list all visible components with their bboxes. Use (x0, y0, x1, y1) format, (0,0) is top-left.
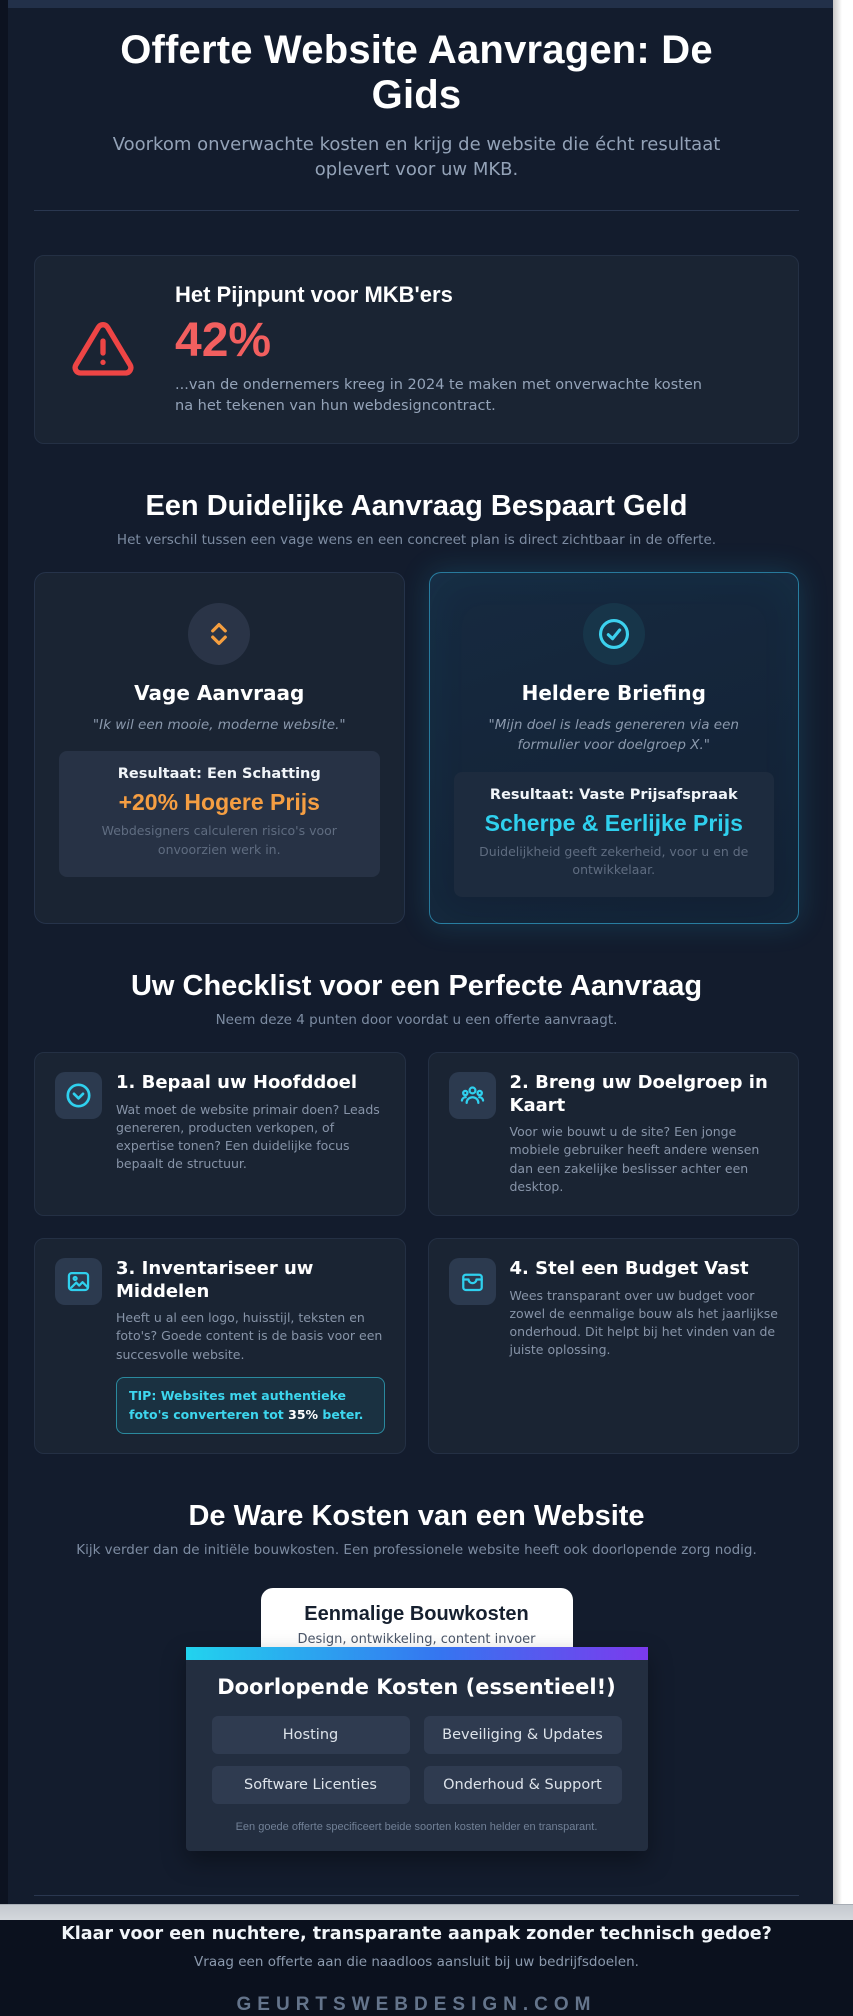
pain-point-card (34, 255, 799, 444)
cost-pill-licenties: Software Licenties (212, 1766, 410, 1804)
checklist-item-body: Heeft u al een logo, huisstijl, teksten en foto's? Goede content is de basis voor een succesvolle website. (116, 1310, 383, 1362)
warning-triangle-icon (69, 317, 137, 381)
cost-pill-grid (212, 1716, 622, 1804)
clear-result-value: Scherpe & Eerlijke Prijs (484, 809, 743, 836)
checklist-card-middelen (34, 1238, 406, 1454)
page-edge-bottom (0, 1904, 853, 1920)
clear-result-note: Duidelijkheid geeft zekerheid, voor u en de ontwikkelaar. (479, 843, 749, 878)
clear-briefing-card (429, 572, 800, 924)
footer-heading: Klaar voor een nuchtere, transparante aanpak zonder technisch gedoe? (61, 1924, 772, 1945)
tip-text-suffix: beter. (318, 1406, 364, 1422)
unfold-chevrons-icon (204, 619, 234, 649)
hero-divider (34, 210, 799, 211)
checklist-card-content (116, 1072, 385, 1174)
checklist-card-hoofddoel (34, 1052, 406, 1216)
image-icon (65, 1268, 92, 1295)
tip-box (116, 1377, 385, 1435)
clear-result-box (454, 772, 775, 898)
site-domain-link[interactable]: GEURTSWEBDESIGN.COM (236, 1994, 597, 2016)
cost-pill-beveiliging: Beveiliging & Updates (424, 1716, 622, 1754)
checklist-card-content (510, 1072, 779, 1196)
window-edge-top (0, 0, 833, 8)
vague-icon-circle (188, 603, 250, 665)
checklist-grid (34, 1052, 799, 1454)
vague-result-box (59, 751, 380, 877)
users-icon (459, 1082, 486, 1109)
gradient-accent-bar (186, 1647, 648, 1660)
footer-subtitle: Vraag een offerte aan die naadloos aansluit bij uw bedrijfsdoelen. (194, 1954, 639, 1971)
checklist-card-doelgroep (428, 1052, 800, 1216)
recurring-cost-content (186, 1660, 648, 1851)
target-circle-icon (65, 1082, 92, 1109)
checklist-item-title: 2. Breng uw Doelgroep in Kaart (509, 1072, 768, 1116)
clear-quote: "Mijn doel is leads genereren via een formulier voor doelgroep X." (488, 717, 739, 754)
icon-tile (55, 1258, 102, 1305)
pain-point-content (175, 282, 720, 417)
icon-tile (449, 1258, 496, 1305)
pain-heading: Het Pijnpunt voor MKB'ers (175, 281, 453, 307)
checklist-section-title: Uw Checklist voor een Perfecte Aanvraag (130, 970, 703, 1002)
checklist-item-body: Wees transparant over uw budget voor zowel de eenmalige bouw als het jaarlijkse onderhoud. Dit helpt bij het vinden van de juiste oplossing. (509, 1287, 778, 1358)
checklist-card-content (116, 1258, 385, 1434)
checklist-item-body: Wat moet de website primair doen? Leads genereren, producten verkopen, of expertise tonen? Een duidelijke focus bepaalt de structuur. (116, 1101, 380, 1172)
pain-description: ...van de ondernemers kreeg in 2024 te maken met onverwachte kosten na het tekenen van hun webdesigncontract. (175, 376, 702, 414)
vague-result-value: +20% Hogere Prijs (118, 789, 320, 816)
comparison-row (34, 572, 799, 924)
comparison-section-title: Een Duidelijke Aanvraag Bespaart Geld (145, 490, 688, 522)
pain-stat: 42% (175, 313, 272, 367)
recurring-cost-title: Doorlopende Kosten (essentieel!) (217, 1675, 616, 1700)
tip-stat: 35% (288, 1406, 319, 1422)
cost-pill-hosting: Hosting (212, 1716, 410, 1754)
window-edge-left (0, 0, 8, 1904)
clear-result-label: Resultaat: Vaste Prijsafspraak (489, 786, 738, 803)
icon-tile (55, 1072, 102, 1119)
comparison-section-subtitle: Het verschil tussen een vage wens en een concreet plan is direct zichtbaar in de offerte. (116, 532, 717, 548)
clear-title: Heldere Briefing (521, 681, 706, 705)
checklist-item-title: 1. Bepaal uw Hoofddoel (116, 1072, 358, 1093)
page-edge-right (833, 0, 853, 1904)
tip-text: TIP: Websites met authentieke foto's converteren tot (129, 1387, 347, 1422)
checklist-section-subtitle: Neem deze 4 punten door voordat u een offerte aanvraagt. (215, 1012, 618, 1028)
wallet-icon (459, 1268, 486, 1295)
check-circle-icon (597, 617, 631, 651)
vague-title: Vage Aanvraag (134, 681, 305, 705)
recurring-cost-card (186, 1647, 648, 1851)
checklist-card-content (510, 1258, 779, 1360)
vague-request-card (34, 572, 405, 924)
costs-section-subtitle: Kijk verder dan de initiële bouwkosten. Een professionele website heeft ook doorlopende zorg nodig. (76, 1542, 757, 1559)
checklist-item-body: Voor wie bouwt u de site? Een jonge mobiele gebruiker heeft andere wensen dan een zakelijke beslisser achter een desktop. (509, 1124, 760, 1194)
hero-subtitle: Voorkom onverwachte kosten en krijg de website die écht resultaat oplevert voor uw MKB. (112, 133, 721, 180)
recurring-cost-note: Een goede offerte specificeert beide soorten kosten helder en transparant. (235, 1821, 598, 1834)
page-title: Offerte Website Aanvragen: De Gids (120, 28, 713, 117)
vague-result-label: Resultaat: Een Schatting (117, 766, 321, 783)
vague-result-note: Webdesigners calculeren risico's voor onvoorzien werk in. (101, 823, 337, 857)
one-time-cost-title: Eenmalige Bouwkosten (304, 1603, 529, 1626)
icon-tile (449, 1072, 496, 1119)
checklist-item-title: 4. Stel een Budget Vast (509, 1258, 749, 1279)
costs-section-title: De Ware Kosten van een Website (188, 1500, 645, 1533)
footer-divider (34, 1895, 799, 1896)
checklist-card-budget (428, 1238, 800, 1454)
one-time-cost-subtitle: Design, ontwikkeling, content invoer (297, 1632, 536, 1648)
checklist-item-title: 3. Inventariseer uw Middelen (116, 1258, 314, 1302)
vague-quote: "Ik wil een mooie, moderne website." (92, 717, 346, 733)
clear-icon-circle (583, 603, 645, 665)
cost-pill-onderhoud: Onderhoud & Support (424, 1766, 622, 1804)
